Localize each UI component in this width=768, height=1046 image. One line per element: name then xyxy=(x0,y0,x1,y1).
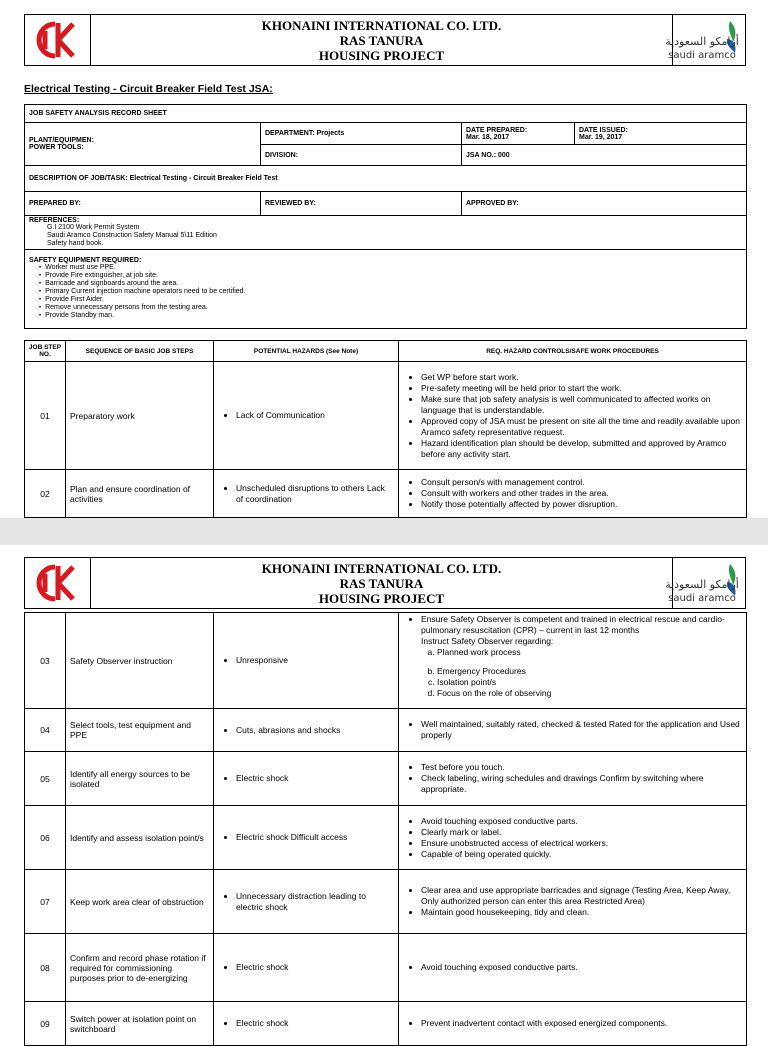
step-description: Preparatory work xyxy=(66,362,214,470)
description-cell: DESCRIPTION OF JOB/TASK: Electrical Testing - Circuit Breaker Field Test xyxy=(25,166,747,192)
control-item: • Capable of being operated quickly. xyxy=(421,849,742,860)
step-number: 05 xyxy=(25,752,66,806)
control-item: • Test before you touch. xyxy=(421,762,742,773)
reference-item: G.I 2100 Work Permit System xyxy=(47,224,140,231)
aramco-arabic-text: أرامكو السعودية xyxy=(665,578,739,591)
observer-instruction-item: b. Emergency Procedures xyxy=(437,666,742,677)
safety-item: • Provide Fire extinguisher, at job site. xyxy=(39,272,742,280)
step-controls xyxy=(399,934,747,1002)
page-1 xyxy=(0,0,768,518)
control-item: • Well maintained, suitably rated, checked & tested Rated for the application and Used properly xyxy=(421,719,742,741)
job-steps-table-page-2 xyxy=(24,612,747,1046)
control-item: • Prevent inadvertent contact with exposed energized components. xyxy=(421,1018,742,1029)
aramco-english-text: saudi aramco xyxy=(668,593,736,604)
step-number: 01 xyxy=(25,362,66,470)
document-title: Electrical Testing - Circuit Breaker Field Test JSA: xyxy=(24,83,273,95)
date-issued-label: DATE ISSUED: xyxy=(579,126,628,134)
control-item: • Ensure Safety Observer is competent and trained in electrical rescue and cardio-pulmonary resuscitation (CPR) – current in last 12 months xyxy=(421,614,742,636)
page-header xyxy=(24,557,746,609)
khonaini-logo xyxy=(25,15,91,65)
record-sheet-label: JOB SAFETY ANALYSIS RECORD SHEET xyxy=(25,105,747,123)
department-cell: DEPARTMENT: Projects xyxy=(261,123,462,145)
control-item: • Maintain good housekeeping, tidy and clean. xyxy=(421,907,742,918)
table-row xyxy=(25,470,747,518)
control-item: • Notify those potentially affected by power disruption. xyxy=(421,499,742,510)
control-item: • Hazard identification plan should be develop, submitted and approved by Aramco before any activity start. xyxy=(421,438,742,460)
control-item: • Avoid touching exposed conductive parts. xyxy=(421,962,742,973)
date-issued-value: Mar. 19, 2017 xyxy=(579,133,623,141)
step-hazards xyxy=(214,362,399,470)
references-cell xyxy=(25,216,747,250)
step-hazards xyxy=(214,870,399,934)
safety-item: • Barricade and signboards around the area. xyxy=(39,280,742,288)
plant-label: PLANT/EQUIPMEN: xyxy=(29,137,94,144)
date-prepared-value: Mar. 18, 2017 xyxy=(466,133,510,141)
control-item: • Clearly mark or label. xyxy=(421,827,742,838)
safety-equipment-list xyxy=(29,264,742,320)
table-row xyxy=(25,806,747,870)
table-row xyxy=(25,752,747,806)
hazard-item: • Unresponsive xyxy=(236,655,394,666)
column-header-controls: REQ. HAZARD CONTROLS/SAFE WORK PROCEDURES xyxy=(399,341,747,362)
step-hazards xyxy=(214,1002,399,1046)
step-hazards xyxy=(214,613,399,709)
plant-equipment-cell xyxy=(25,123,261,166)
hazard-item: • Electric shock xyxy=(236,962,394,973)
step-description: Select tools, test equipment and PPE xyxy=(66,709,214,752)
step-controls xyxy=(399,752,747,806)
step-description: Identify and assess isolation point/s xyxy=(66,806,214,870)
aramco-arabic-text: أرامكو السعودية xyxy=(665,35,739,48)
page-header xyxy=(24,14,746,66)
hazard-item: • Electric shock Difficult access xyxy=(236,832,394,843)
hazard-item: • Electric shock xyxy=(236,773,394,784)
safety-item: • Primary Current injection machine operators need to be certified. xyxy=(39,288,742,296)
power-tools-label: POWER TOOLS: xyxy=(29,144,84,151)
hazard-item: • Cuts, abrasions and shocks xyxy=(236,725,394,736)
table-row xyxy=(25,934,747,1002)
approved-by-cell: APPROVED BY: xyxy=(462,192,747,216)
step-number: 06 xyxy=(25,806,66,870)
step-controls xyxy=(399,362,747,470)
saudi-aramco-logo xyxy=(665,558,745,608)
date-prepared-label: DATE PREPARED: xyxy=(466,126,528,134)
reference-item: Saudi Aramco Construction Safety Manual 5\11 Edition xyxy=(47,232,217,239)
jsa-record-table xyxy=(24,104,747,329)
step-description: Plan and ensure coordination of activities xyxy=(66,470,214,518)
aramco-english-text: saudi aramco xyxy=(668,50,736,61)
company-title-block xyxy=(91,561,672,606)
control-item: • Pre-safety meeting will be held prior to start the work. xyxy=(421,383,742,394)
reviewed-by-cell: REVIEWED BY: xyxy=(261,192,462,216)
control-item: • Approved copy of JSA must be present on site all the time and readily available upon Aramco safety representative request. xyxy=(421,416,742,438)
table-row xyxy=(25,870,747,934)
reference-item: Safety hand book. xyxy=(47,240,104,247)
control-item: • Get WP before start work. xyxy=(421,372,742,383)
observer-instruction-label: Instruct Safety Observer regarding: xyxy=(421,636,554,646)
column-header-sequence: SEQUENCE OF BASIC JOB STEPS xyxy=(66,341,214,362)
step-hazards xyxy=(214,709,399,752)
table-row xyxy=(25,1002,747,1046)
saudi-aramco-logo xyxy=(665,15,745,65)
control-item: • Check labeling, wiring schedules and drawings Confirm by switching where appropriate. xyxy=(421,773,742,795)
step-controls xyxy=(399,613,747,709)
date-prepared-cell xyxy=(462,123,575,145)
jsa-number-cell: JSA NO.: 000 xyxy=(462,145,747,166)
company-name: KHONAINI INTERNATIONAL CO. LTD. xyxy=(261,18,502,33)
step-description: Confirm and record phase rotation if required for commissioning purposes prior to de-energizing xyxy=(66,934,214,1002)
step-number: 07 xyxy=(25,870,66,934)
step-controls xyxy=(399,709,747,752)
step-controls xyxy=(399,470,747,518)
safety-item: • Provide Standby man. xyxy=(39,312,742,320)
step-number: 04 xyxy=(25,709,66,752)
step-controls xyxy=(399,806,747,870)
table-row xyxy=(25,362,747,470)
control-item: • Consult person/s with management control. xyxy=(421,477,742,488)
safety-item: • Remove unnecessary persons from the testing area. xyxy=(39,304,742,312)
safety-equipment-cell xyxy=(25,250,747,329)
company-location: RAS TANURA xyxy=(339,33,424,48)
prepared-by-cell: PREPARED BY: xyxy=(25,192,261,216)
page-2 xyxy=(0,545,768,1034)
column-header-hazards: POTENTIAL HAZARDS (See Note) xyxy=(214,341,399,362)
company-name: KHONAINI INTERNATIONAL CO. LTD. xyxy=(261,561,502,576)
step-number: 03 xyxy=(25,613,66,709)
hazard-item: • Unscheduled disruptions to others Lack of coordination xyxy=(236,483,394,505)
step-hazards xyxy=(214,806,399,870)
step-description: Identify all energy sources to be isolated xyxy=(66,752,214,806)
project-name: HOUSING PROJECT xyxy=(318,591,445,606)
step-controls xyxy=(399,1002,747,1046)
step-number: 09 xyxy=(25,1002,66,1046)
column-header-step-no: JOB STEP NO. xyxy=(25,341,66,362)
control-item: • Make sure that job safety analysis is well communicated to affected works on language that is understandable. xyxy=(421,394,742,416)
table-row xyxy=(25,709,747,752)
references-label: REFERENCES: xyxy=(29,217,80,224)
control-item: • Avoid touching exposed conductive parts. xyxy=(421,816,742,827)
hazard-item: • Lack of Communication xyxy=(236,410,394,421)
step-description: Switch power at isolation point on switchboard xyxy=(66,1002,214,1046)
company-location: RAS TANURA xyxy=(339,576,424,591)
job-steps-table-page-1 xyxy=(24,340,747,518)
table-row xyxy=(25,613,747,709)
step-description: Keep work area clear of obstruction xyxy=(66,870,214,934)
safety-item: • Provide First Aider. xyxy=(39,296,742,304)
step-hazards xyxy=(214,470,399,518)
observer-instruction-item: d. Focus on the role of observing xyxy=(437,688,742,699)
hazard-item: • Electric shock xyxy=(236,1018,394,1029)
division-cell: DIVISION: xyxy=(261,145,462,166)
observer-instruction-item: a. Planned work process xyxy=(437,647,742,658)
safety-equipment-label: SAFETY EQUIPMENT REQUIRED: xyxy=(29,257,142,264)
step-hazards xyxy=(214,934,399,1002)
date-issued-cell xyxy=(575,123,747,145)
step-number: 08 xyxy=(25,934,66,1002)
hazard-item: • Unnecessary distraction leading to electric shock xyxy=(236,891,394,913)
project-name: HOUSING PROJECT xyxy=(318,48,445,63)
control-item: • Clear area and use appropriate barricades and signage (Testing Area, Keep Away, Only authorized person can enter this area Restricted Area) xyxy=(421,885,742,907)
step-number: 02 xyxy=(25,470,66,518)
step-hazards xyxy=(214,752,399,806)
page-separator xyxy=(0,518,768,545)
control-item: • Consult with workers and other trades in the area. xyxy=(421,488,742,499)
step-description: Safety Observer instruction xyxy=(66,613,214,709)
safety-item: • Worker must use PPE. xyxy=(39,264,742,272)
khonaini-logo xyxy=(25,558,91,608)
control-item: • Ensure unobstructed access of electrical workers. xyxy=(421,838,742,849)
company-title-block xyxy=(91,18,672,63)
step-controls xyxy=(399,870,747,934)
observer-instruction-item: c. Isolation point/s xyxy=(437,677,742,688)
